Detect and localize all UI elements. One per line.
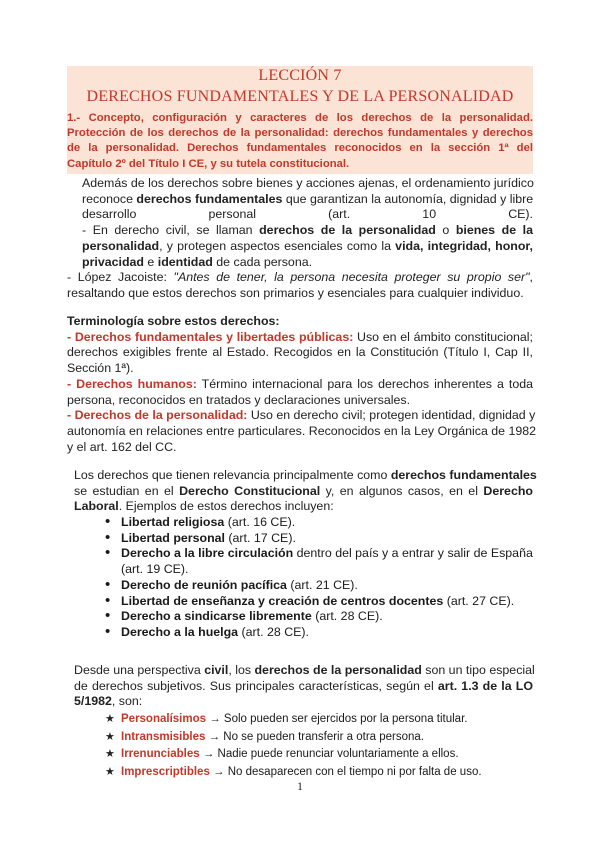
list-item: ★ Intransmisibles → No se pueden transferir a otra persona.: [101, 729, 482, 747]
section-subtitle: [67, 111, 533, 172]
characteristics-list: [101, 711, 482, 781]
lesson-number: LECCIÓN 7: [258, 67, 342, 84]
subtitle-line: de la personalidad. Derechos fundamentales reconocidos en la sección 1ª del: [67, 142, 533, 155]
intro-paragraph: Además de los derechos sobre bienes y acciones ajenas, el ordenamiento jurídico reconoce derechos fundamentales que garantizan la autonomía, dignidad y libre desarrollo personal (art. 10 CE). - En derecho civil, se llaman derechos de la personalidad o bienes de la personalidad, y protegen aspectos esenciales como la vida, integridad, honor, privacidad e identidad de cada persona. - López Jacoiste: "Antes de tener, la persona necesita proteger su propio ser", resaltando que estos derechos son primarios y esenciales para cualquier individuo.: [67, 176, 534, 300]
terminology-section: Terminología sobre estos derechos: - Derechos fundamentales y libertades públicas: Uso en el ámbito constitucional; derechos exigibles frente al Estado. Recogidos en la Constitución (Título I, Cap II, Sección 1ª). - Derechos humanos: Término internacional para los derechos inherentes a toda persona, reconocidos en tratados y declaraciones universales. - Derechos de la personalidad: Uso en derecho civil; protegen identidad, dignidad y autonomía en relaciones entre particulares. Reconocidos en la Ley Orgánica de 1982 y el art. 162 del CC.: [67, 314, 537, 454]
list-item: ★ Personalísimos → Solo pueden ser ejercidos por la persona titular.: [101, 711, 482, 729]
list-item: • Derecho a sindicarse libremente (art. 28 CE).: [101, 609, 533, 625]
star-icon: ★: [105, 748, 115, 760]
star-icon: ★: [105, 730, 115, 743]
star-icon: ★: [105, 765, 115, 778]
terminology-heading: Terminología sobre estos derechos:: [67, 314, 280, 328]
constitutional-paragraph: Los derechos que tienen relevancia principalmente como derechos fundamentales se estudian en el Derecho Constitucional y, en algunos casos, en el Derecho Laboral. Ejemplos de estos derechos incluyen:: [74, 468, 537, 514]
list-item: • Libertad de enseñanza y creación de centros docentes (art. 27 CE).: [101, 594, 533, 610]
list-item: ★ Imprescriptibles → No desaparecen con el tiempo ni por falta de uso.: [101, 764, 482, 782]
list-item: • Derecho a la libre circulación dentro del país y a entrar y salir de España: [101, 546, 533, 562]
list-item: • Derecho de reunión pacífica (art. 21 CE).: [101, 578, 533, 594]
list-item: • Libertad religiosa (art. 16 CE).: [101, 515, 533, 531]
star-icon: ★: [105, 713, 115, 725]
rights-list: [101, 515, 533, 641]
subtitle-line: Protección de los derechos de la personalidad: derechos fundamentales y derechos: [67, 127, 533, 140]
list-item: • Derecho a la huelga (art. 28 CE).: [101, 625, 533, 641]
list-item: • Libertad personal (art. 17 CE).: [101, 531, 533, 547]
civil-paragraph: Desde una perspectiva civil, los derechos de la personalidad son un tipo especial de derechos subjetivos. Sus principales características, según el art. 1.3 de la LO 5/1982, son:: [74, 663, 535, 709]
list-item: ★ Irrenunciables → Nadie puede renunciar voluntariamente a ellos.: [101, 746, 482, 764]
lesson-title: DERECHOS FUNDAMENTALES Y DE LA PERSONALIDAD: [86, 88, 514, 105]
subtitle-line: Capítulo 2º del Título I CE, y su tutela constitucional.: [67, 157, 350, 170]
page-number: 1: [297, 779, 303, 793]
subtitle-line: 1.- Concepto, configuración y caracteres de los derechos de la personalidad.: [67, 112, 533, 124]
list-item-continuation: (art. 19 CE).: [121, 562, 189, 577]
